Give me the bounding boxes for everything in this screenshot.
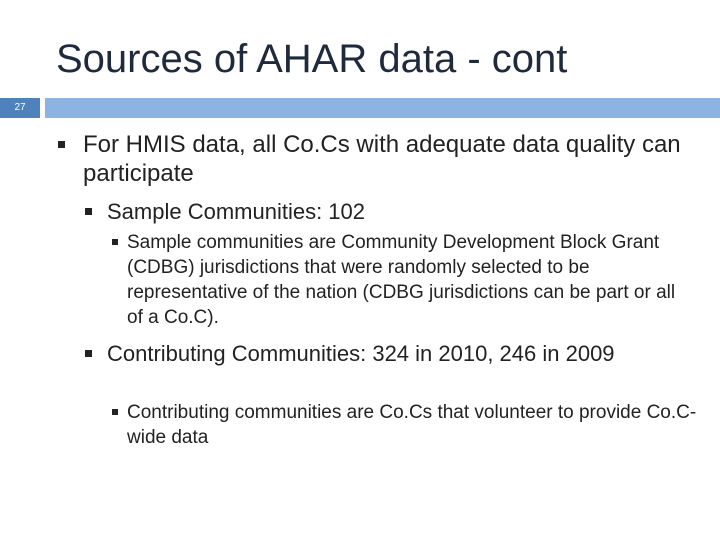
- bullet-level1-text: For HMIS data, all Co.Cs with adequate data quality can participate: [83, 131, 681, 187]
- bullet-marker: [58, 141, 65, 148]
- bullet-contributing-communities: [85, 340, 705, 400]
- bullet-level1: [58, 130, 698, 190]
- bullet-marker: [85, 350, 92, 357]
- bullet-sample-communities: [85, 198, 705, 228]
- bullet-sample-description: [112, 230, 712, 334]
- title-divider-bar: [45, 98, 720, 118]
- bullet-marker: [85, 208, 92, 215]
- bullet-marker: [112, 409, 118, 415]
- slide-number: 27: [0, 98, 40, 118]
- bullet-contributing-description: [112, 400, 712, 456]
- slide-title: Sources of AHAR data - cont: [56, 37, 568, 81]
- bullet-marker: [112, 239, 118, 245]
- bullet-sample-description-text: Sample communities are Community Development Block Grant (CDBG) jurisdictions that were randomly selected to be representative of the nation (CDBG jurisdictions can be part or all of a Co.C).: [127, 232, 676, 328]
- bullet-sample-communities-text: Sample Communities: 102: [107, 199, 366, 224]
- bullet-contributing-communities-text: Contributing Communities: 324 in 2010, 246 in 2009: [107, 341, 615, 366]
- bullet-contributing-description-text: Contributing communities are Co.Cs that volunteer to provide Co.C-wide data: [127, 402, 697, 448]
